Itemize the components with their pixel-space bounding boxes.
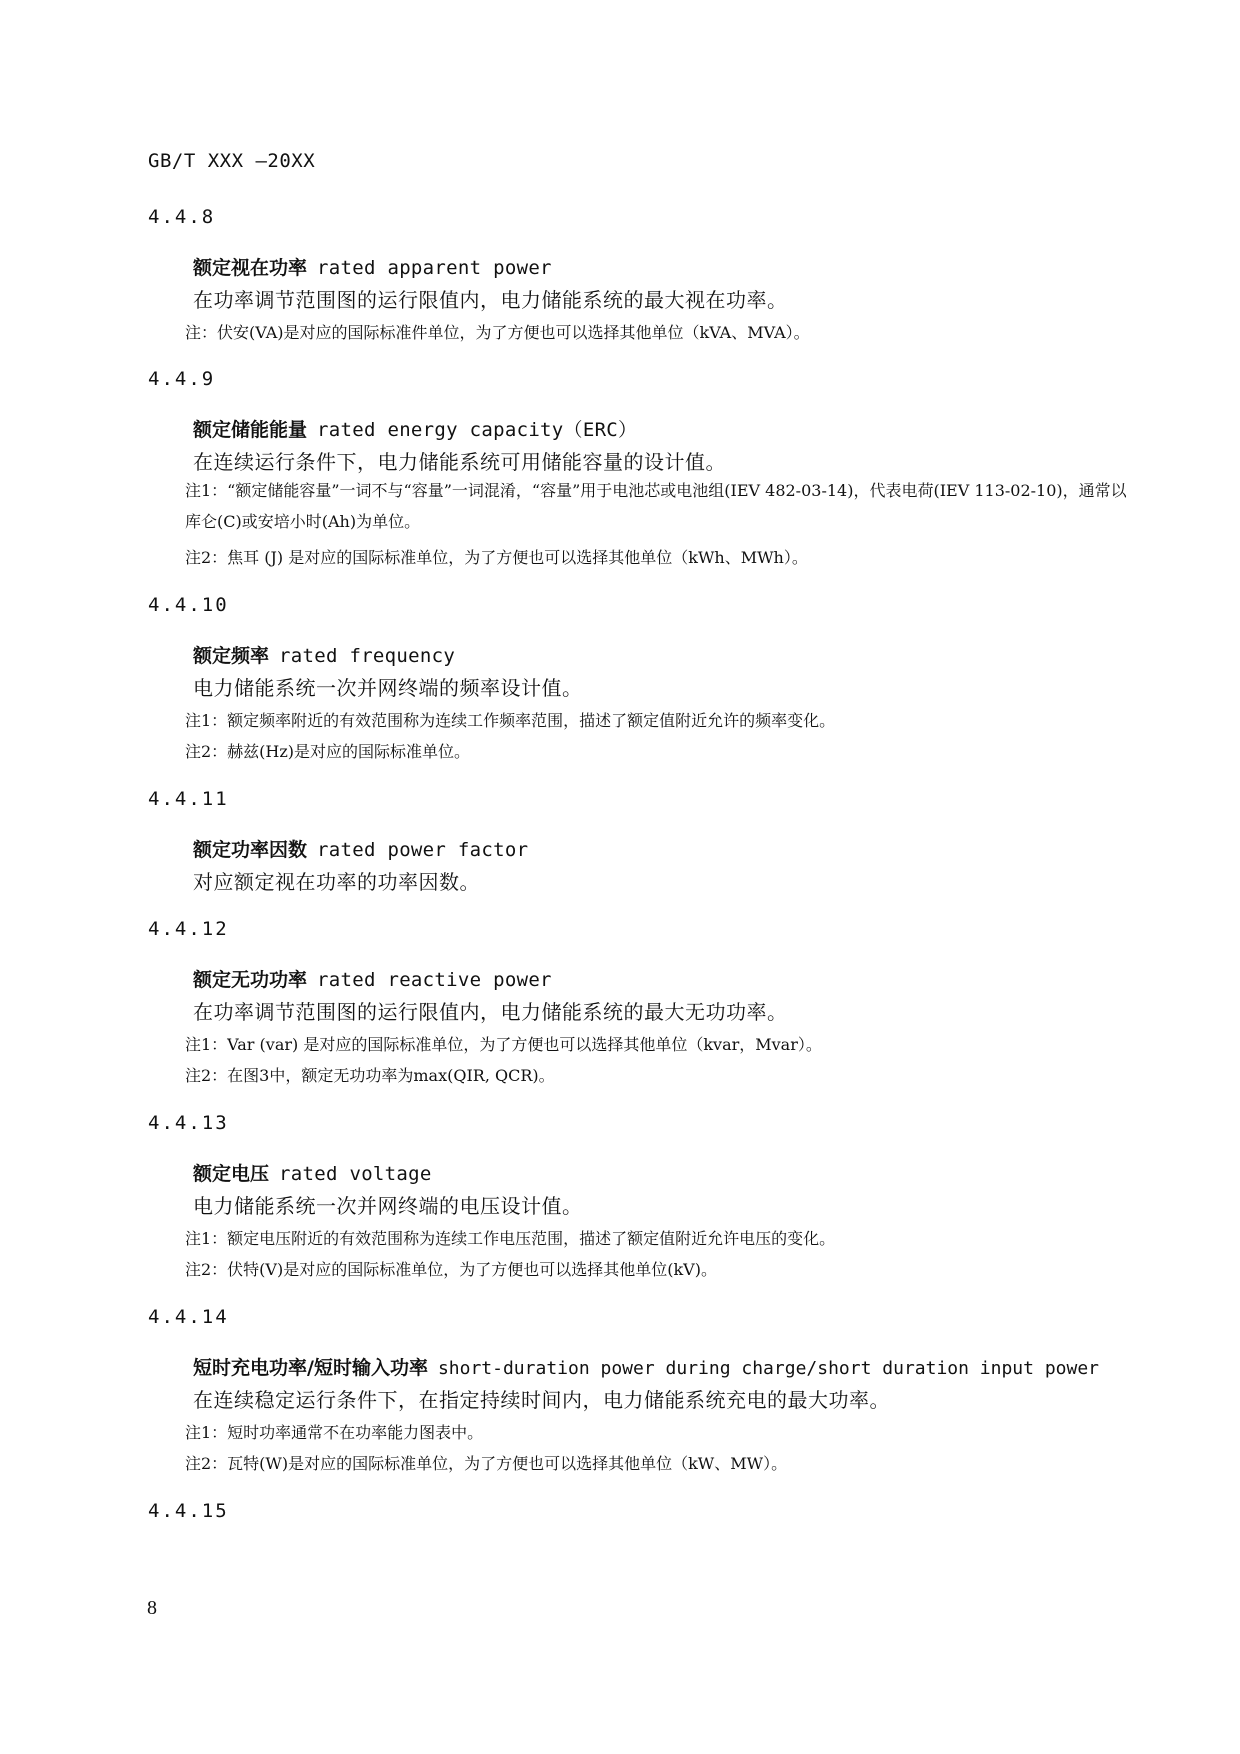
definition: 电力储能系统一次并网终端的频率设计值。 [193,676,583,700]
term-heading [193,1353,1099,1380]
term-heading [193,965,552,992]
note: 注2：瓦特(W)是对应的国际标准单位，为了方便也可以选择其他单位（kW、MW）。 [185,1454,788,1473]
term-zh: 额定电压 [193,1163,270,1185]
term-en: rated apparent power [317,257,552,279]
term-zh: 额定频率 [193,645,270,667]
term-en: rated frequency [279,645,456,667]
page-number: 8 [147,1597,157,1619]
clause-number: 4.4.11 [148,788,229,810]
term-en: short-duration power during charge/short duration input power [437,1358,1100,1379]
definition: 在连续稳定运行条件下，在指定持续时间内，电力储能系统充电的最大功率。 [193,1388,890,1412]
definition: 在连续运行条件下，电力储能系统可用储能容量的设计值。 [193,450,726,474]
clause-number: 4.4.10 [148,594,229,616]
note: 注2：伏特(V)是对应的国际标准单位，为了方便也可以选择其他单位(kV)。 [185,1260,717,1279]
note: 注1：额定频率附近的有效范围称为连续工作频率范围，描述了额定值附近允许的频率变化。 [185,711,836,730]
term-heading [193,641,455,668]
term-en: rated reactive power [317,969,552,991]
note: 注1：短时功率通常不在功率能力图表中。 [185,1423,484,1442]
clause-number: 4.4.14 [148,1306,229,1328]
clause-number: 4.4.8 [148,206,216,228]
clause-number: 4.4.13 [148,1112,229,1134]
term-zh: 额定无功功率 [193,969,308,991]
clause-number: 4.4.15 [148,1500,229,1522]
note: 注1：Var (var) 是对应的国际标准单位，为了方便也可以选择其他单位（kvar，Mvar）。 [185,1035,822,1054]
definition: 对应额定视在功率的功率因数。 [193,870,480,894]
clause-number: 4.4.12 [148,918,229,940]
term-en: rated energy capacity（ERC） [317,419,638,441]
clause-number: 4.4.9 [148,368,216,390]
note: 注1：“额定储能容量”一词不与“容量”一词混淆，“容量”用于电池芯或电池组(IEV 482-03-14)，代表电荷(IEV 113-02-10)，通常以库仑(C)或安培小时(Ah)为单位。 [185,481,1127,531]
note: 注1：额定电压附近的有效范围称为连续工作电压范围，描述了额定值附近允许电压的变化。 [185,1229,836,1248]
note: 注2：在图3中，额定无功功率为max(QIR, QCR)。 [185,1066,555,1085]
note: 注2：焦耳 (J) 是对应的国际标准单位，为了方便也可以选择其他单位（kWh、MWh）。 [185,548,808,567]
term-zh: 额定视在功率 [193,257,308,279]
document-id-header: GB/T XXX —20XX [148,150,316,172]
term-heading [193,1159,432,1186]
term-heading [193,253,552,280]
term-en: rated power factor [317,839,529,861]
note: 注2：赫兹(Hz)是对应的国际标准单位。 [185,742,471,761]
term-heading [193,415,637,442]
note: 注：伏安(VA)是对应的国际标准件单位，为了方便也可以选择其他单位（kVA、MVA）。 [185,323,810,342]
term-heading [193,835,528,862]
term-zh: 额定功率因数 [193,839,308,861]
term-zh: 额定储能能量 [193,419,308,441]
definition: 在功率调节范围图的运行限值内，电力储能系统的最大视在功率。 [193,288,788,312]
term-zh: 短时充电功率/短时输入功率 [193,1357,428,1379]
definition: 电力储能系统一次并网终端的电压设计值。 [193,1194,583,1218]
term-en: rated voltage [279,1163,432,1185]
definition: 在功率调节范围图的运行限值内，电力储能系统的最大无功功率。 [193,1000,788,1024]
